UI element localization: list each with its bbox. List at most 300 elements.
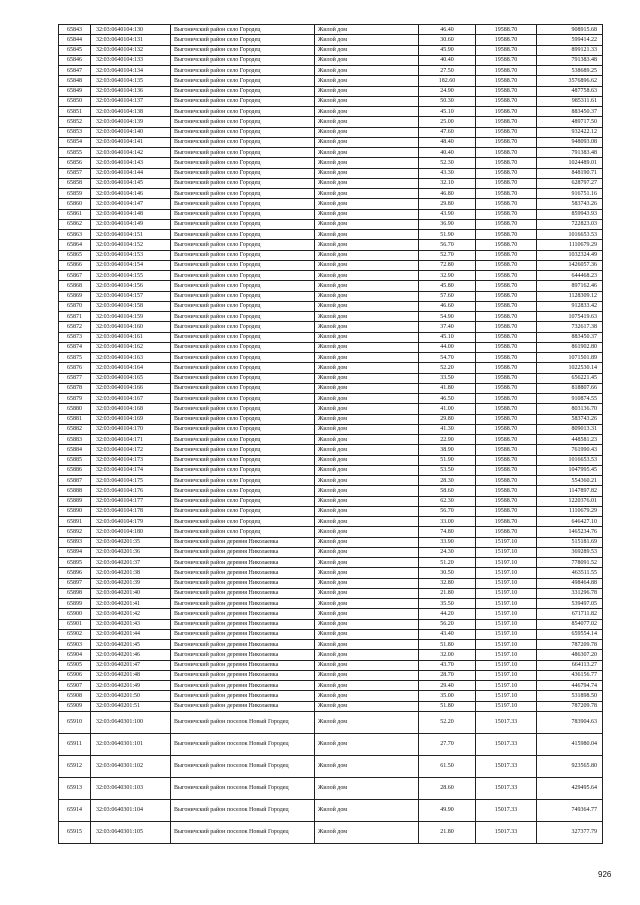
object-type-cell: Жилой дом (315, 250, 419, 260)
row-number-cell: 65889 (59, 496, 91, 506)
area-cell: 45.80 (419, 281, 476, 291)
row-number-cell: 65869 (59, 291, 91, 301)
address-cell: Выгоничский район село Городец (171, 383, 315, 393)
table-row (59, 640, 603, 650)
row-number-cell: 65914 (59, 799, 91, 821)
area-cell: 51.80 (419, 640, 476, 650)
table-row (59, 45, 603, 55)
area-cell: 57.60 (419, 291, 476, 301)
cadastral-number-cell: 32:03:0640104:172 (91, 445, 171, 455)
table-row (59, 55, 603, 65)
address-cell: Выгоничский район село Городец (171, 35, 315, 45)
object-type-cell: Жилой дом (315, 486, 419, 496)
unit-value-cell: 15197.10 (476, 619, 537, 629)
address-cell: Выгоничский район село Городец (171, 312, 315, 322)
cadastral-value-cell: 778091.52 (537, 558, 603, 568)
cadastral-number-cell: 32:03:0640201:51 (91, 701, 171, 711)
address-cell: Выгоничский район село Городец (171, 260, 315, 270)
address-cell: Выгоничский район деревня Николаевка (171, 588, 315, 598)
unit-value-cell: 15197.10 (476, 640, 537, 650)
cadastral-value-cell: 1075419.63 (537, 312, 603, 322)
object-type-cell: Жилой дом (315, 312, 419, 322)
table-row (59, 701, 603, 711)
unit-value-cell: 15197.10 (476, 670, 537, 680)
unit-value-cell: 19588.70 (476, 394, 537, 404)
row-number-cell: 65858 (59, 178, 91, 188)
address-cell: Выгоничский район село Городец (171, 209, 315, 219)
object-type-cell: Жилой дом (315, 230, 419, 240)
row-number-cell: 65880 (59, 404, 91, 414)
area-cell: 21.80 (419, 821, 476, 843)
address-cell: Выгоничский район село Городец (171, 301, 315, 311)
area-cell: 74.80 (419, 527, 476, 537)
area-cell: 51.20 (419, 558, 476, 568)
registry-table (58, 24, 603, 844)
cadastral-number-cell: 32:03:0640301:100 (91, 711, 171, 733)
address-cell: Выгоничский район село Городец (171, 414, 315, 424)
unit-value-cell: 19588.70 (476, 189, 537, 199)
row-number-cell: 65849 (59, 86, 91, 96)
cadastral-value-cell: 722823.03 (537, 219, 603, 229)
row-number-cell: 65862 (59, 219, 91, 229)
unit-value-cell: 19588.70 (476, 240, 537, 250)
row-number-cell: 65909 (59, 701, 91, 711)
cadastral-number-cell: 32:03:0640301:105 (91, 821, 171, 843)
table-row (59, 260, 603, 270)
row-number-cell: 65861 (59, 209, 91, 219)
unit-value-cell: 19588.70 (476, 383, 537, 393)
unit-value-cell: 19588.70 (476, 76, 537, 86)
unit-value-cell: 19588.70 (476, 363, 537, 373)
object-type-cell: Жилой дом (315, 76, 419, 86)
address-cell: Выгоничский район поселок Новый Городец (171, 799, 315, 821)
unit-value-cell: 19588.70 (476, 86, 537, 96)
cadastral-number-cell: 32:03:0640104:135 (91, 76, 171, 86)
unit-value-cell: 19588.70 (476, 35, 537, 45)
object-type-cell: Жилой дом (315, 578, 419, 588)
unit-value-cell: 19588.70 (476, 199, 537, 209)
address-cell: Выгоничский район поселок Новый Городец (171, 733, 315, 755)
row-number-cell: 65881 (59, 414, 91, 424)
address-cell: Выгоничский район село Городец (171, 342, 315, 352)
unit-value-cell: 19588.70 (476, 312, 537, 322)
cadastral-value-cell: 531898.50 (537, 691, 603, 701)
address-cell: Выгоничский район село Городец (171, 281, 315, 291)
cadastral-number-cell: 32:03:0640201:40 (91, 588, 171, 598)
area-cell: 27.70 (419, 733, 476, 755)
table-row (59, 558, 603, 568)
object-type-cell: Жилой дом (315, 168, 419, 178)
row-number-cell: 65888 (59, 486, 91, 496)
table-row (59, 332, 603, 342)
unit-value-cell: 19588.70 (476, 148, 537, 158)
area-cell: 46.80 (419, 189, 476, 199)
row-number-cell: 65893 (59, 537, 91, 547)
area-cell: 53.50 (419, 465, 476, 475)
object-type-cell: Жилой дом (315, 45, 419, 55)
table-row (59, 799, 603, 821)
address-cell: Выгоничский район село Городец (171, 271, 315, 281)
unit-value-cell: 19588.70 (476, 517, 537, 527)
cadastral-number-cell: 32:03:0640104:137 (91, 96, 171, 106)
table-row (59, 148, 603, 158)
cadastral-number-cell: 32:03:0640104:165 (91, 373, 171, 383)
object-type-cell: Жилой дом (315, 527, 419, 537)
cadastral-value-cell: 671711.82 (537, 609, 603, 619)
address-cell: Выгоничский район поселок Новый Городец (171, 711, 315, 733)
area-cell: 38.90 (419, 445, 476, 455)
row-number-cell: 65903 (59, 640, 91, 650)
unit-value-cell: 15197.10 (476, 609, 537, 619)
cadastral-number-cell: 32:03:0640201:37 (91, 558, 171, 568)
cadastral-value-cell: 327377.79 (537, 821, 603, 843)
row-number-cell: 65853 (59, 127, 91, 137)
row-number-cell: 65900 (59, 609, 91, 619)
table-row (59, 424, 603, 434)
row-number-cell: 65906 (59, 670, 91, 680)
address-cell: Выгоничский район село Городец (171, 465, 315, 475)
cadastral-value-cell: 948093.08 (537, 137, 603, 147)
area-cell: 27.50 (419, 66, 476, 76)
table-row (59, 107, 603, 117)
address-cell: Выгоничский район деревня Николаевка (171, 640, 315, 650)
row-number-cell: 65845 (59, 45, 91, 55)
row-number-cell: 65890 (59, 506, 91, 516)
cadastral-value-cell: 539497.05 (537, 599, 603, 609)
cadastral-value-cell: 664113.27 (537, 660, 603, 670)
unit-value-cell: 19588.70 (476, 96, 537, 106)
object-type-cell: Жилой дом (315, 291, 419, 301)
area-cell: 61.50 (419, 755, 476, 777)
object-type-cell: Жилой дом (315, 640, 419, 650)
unit-value-cell: 19588.70 (476, 322, 537, 332)
unit-value-cell: 19588.70 (476, 424, 537, 434)
registry-table-body (59, 25, 603, 844)
unit-value-cell: 15197.10 (476, 588, 537, 598)
table-row (59, 733, 603, 755)
cadastral-number-cell: 32:03:0640104:136 (91, 86, 171, 96)
unit-value-cell: 15197.10 (476, 660, 537, 670)
object-type-cell: Жилой дом (315, 178, 419, 188)
table-row (59, 178, 603, 188)
area-cell: 45.10 (419, 332, 476, 342)
cadastral-number-cell: 32:03:0640104:147 (91, 199, 171, 209)
table-row (59, 465, 603, 475)
table-row (59, 599, 603, 609)
unit-value-cell: 19588.70 (476, 435, 537, 445)
object-type-cell: Жилой дом (315, 404, 419, 414)
row-number-cell: 65886 (59, 465, 91, 475)
table-row (59, 209, 603, 219)
cadastral-number-cell: 32:03:0640104:163 (91, 353, 171, 363)
row-number-cell: 65848 (59, 76, 91, 86)
row-number-cell: 65860 (59, 199, 91, 209)
area-cell: 40.40 (419, 148, 476, 158)
address-cell: Выгоничский район деревня Николаевка (171, 558, 315, 568)
address-cell: Выгоничский район село Городец (171, 178, 315, 188)
table-row (59, 353, 603, 363)
table-row (59, 271, 603, 281)
area-cell: 182.60 (419, 76, 476, 86)
unit-value-cell: 19588.70 (476, 25, 537, 35)
address-cell: Выгоничский район село Городец (171, 394, 315, 404)
table-row (59, 414, 603, 424)
cadastral-value-cell: 429495.64 (537, 777, 603, 799)
object-type-cell: Жилой дом (315, 660, 419, 670)
table-row (59, 291, 603, 301)
cadastral-number-cell: 32:03:0640301:101 (91, 733, 171, 755)
cadastral-value-cell: 538689.25 (537, 66, 603, 76)
cadastral-number-cell: 32:03:0640104:161 (91, 332, 171, 342)
unit-value-cell: 15197.10 (476, 547, 537, 557)
table-row (59, 76, 603, 86)
unit-value-cell: 15197.10 (476, 681, 537, 691)
area-cell: 29.40 (419, 681, 476, 691)
area-cell: 32.90 (419, 271, 476, 281)
area-cell: 43.30 (419, 168, 476, 178)
address-cell: Выгоничский район деревня Николаевка (171, 650, 315, 660)
table-row (59, 578, 603, 588)
cadastral-value-cell: 1110679.29 (537, 240, 603, 250)
cadastral-value-cell: 498464.88 (537, 578, 603, 588)
row-number-cell: 65908 (59, 691, 91, 701)
table-row (59, 537, 603, 547)
unit-value-cell: 19588.70 (476, 209, 537, 219)
unit-value-cell: 15197.10 (476, 558, 537, 568)
cadastral-number-cell: 32:03:0640301:103 (91, 777, 171, 799)
object-type-cell: Жилой дом (315, 353, 419, 363)
address-cell: Выгоничский район село Городец (171, 353, 315, 363)
table-row (59, 168, 603, 178)
row-number-cell: 65894 (59, 547, 91, 557)
table-row (59, 486, 603, 496)
area-cell: 41.30 (419, 424, 476, 434)
object-type-cell: Жилой дом (315, 260, 419, 270)
row-number-cell: 65854 (59, 137, 91, 147)
area-cell: 21.80 (419, 588, 476, 598)
row-number-cell: 65875 (59, 353, 91, 363)
row-number-cell: 65895 (59, 558, 91, 568)
table-row (59, 404, 603, 414)
table-row (59, 342, 603, 352)
cadastral-value-cell: 1220376.01 (537, 496, 603, 506)
area-cell: 46.40 (419, 25, 476, 35)
unit-value-cell: 19588.70 (476, 465, 537, 475)
address-cell: Выгоничский район деревня Николаевка (171, 547, 315, 557)
unit-value-cell: 15197.10 (476, 650, 537, 660)
unit-value-cell: 19588.70 (476, 281, 537, 291)
area-cell: 45.10 (419, 107, 476, 117)
address-cell: Выгоничский район деревня Николаевка (171, 681, 315, 691)
table-row (59, 383, 603, 393)
cadastral-number-cell: 32:03:0640104:142 (91, 148, 171, 158)
address-cell: Выгоничский район село Городец (171, 445, 315, 455)
object-type-cell: Жилой дом (315, 547, 419, 557)
area-cell: 35.00 (419, 691, 476, 701)
table-row (59, 199, 603, 209)
object-type-cell: Жилой дом (315, 506, 419, 516)
cadastral-number-cell: 32:03:0640201:35 (91, 537, 171, 547)
area-cell: 33.00 (419, 517, 476, 527)
cadastral-value-cell: 732617.38 (537, 322, 603, 332)
row-number-cell: 65883 (59, 435, 91, 445)
cadastral-value-cell: 883450.37 (537, 107, 603, 117)
cadastral-number-cell: 32:03:0640104:174 (91, 465, 171, 475)
object-type-cell: Жилой дом (315, 777, 419, 799)
unit-value-cell: 19588.70 (476, 496, 537, 506)
object-type-cell: Жилой дом (315, 271, 419, 281)
page-number: 926 (598, 870, 612, 879)
unit-value-cell: 15017.33 (476, 733, 537, 755)
object-type-cell: Жилой дом (315, 537, 419, 547)
cadastral-number-cell: 32:03:0640104:164 (91, 363, 171, 373)
row-number-cell: 65866 (59, 260, 91, 270)
address-cell: Выгоничский район село Городец (171, 168, 315, 178)
cadastral-value-cell: 809013.31 (537, 424, 603, 434)
address-cell: Выгоничский район село Городец (171, 486, 315, 496)
area-cell: 46.60 (419, 301, 476, 311)
cadastral-value-cell: 899121.33 (537, 45, 603, 55)
table-row (59, 660, 603, 670)
cadastral-value-cell: 818807.66 (537, 383, 603, 393)
unit-value-cell: 19588.70 (476, 271, 537, 281)
area-cell: 44.20 (419, 609, 476, 619)
cadastral-value-cell: 912833.42 (537, 301, 603, 311)
table-row (59, 312, 603, 322)
table-row (59, 96, 603, 106)
area-cell: 36.90 (419, 219, 476, 229)
object-type-cell: Жилой дом (315, 599, 419, 609)
table-row (59, 230, 603, 240)
cadastral-value-cell: 436156.77 (537, 670, 603, 680)
cadastral-value-cell: 628797.27 (537, 178, 603, 188)
unit-value-cell: 19588.70 (476, 353, 537, 363)
object-type-cell: Жилой дом (315, 342, 419, 352)
unit-value-cell: 15197.10 (476, 578, 537, 588)
object-type-cell: Жилой дом (315, 755, 419, 777)
cadastral-value-cell: 1024489.01 (537, 158, 603, 168)
area-cell: 29.80 (419, 414, 476, 424)
area-cell: 24.30 (419, 547, 476, 557)
cadastral-value-cell: 883450.37 (537, 332, 603, 342)
cadastral-number-cell: 32:03:0640201:49 (91, 681, 171, 691)
row-number-cell: 65863 (59, 230, 91, 240)
cadastral-number-cell: 32:03:0640104:141 (91, 137, 171, 147)
cadastral-value-cell: 659554.14 (537, 629, 603, 639)
address-cell: Выгоничский район село Городец (171, 240, 315, 250)
row-number-cell: 65850 (59, 96, 91, 106)
cadastral-number-cell: 32:03:0640104:179 (91, 517, 171, 527)
unit-value-cell: 15017.33 (476, 821, 537, 843)
row-number-cell: 65911 (59, 733, 91, 755)
table-row (59, 363, 603, 373)
table-row (59, 476, 603, 486)
object-type-cell: Жилой дом (315, 55, 419, 65)
row-number-cell: 65898 (59, 588, 91, 598)
cadastral-value-cell: 644468.23 (537, 271, 603, 281)
area-cell: 41.80 (419, 383, 476, 393)
table-row (59, 445, 603, 455)
area-cell: 29.80 (419, 199, 476, 209)
cadastral-number-cell: 32:03:0640104:176 (91, 486, 171, 496)
row-number-cell: 65865 (59, 250, 91, 260)
object-type-cell: Жилой дом (315, 455, 419, 465)
cadastral-number-cell: 32:03:0640201:39 (91, 578, 171, 588)
unit-value-cell: 19588.70 (476, 414, 537, 424)
area-cell: 22.90 (419, 435, 476, 445)
cadastral-number-cell: 32:03:0640201:46 (91, 650, 171, 660)
object-type-cell: Жилой дом (315, 240, 419, 250)
table-row (59, 189, 603, 199)
cadastral-number-cell: 32:03:0640104:168 (91, 404, 171, 414)
cadastral-number-cell: 32:03:0640104:180 (91, 527, 171, 537)
area-cell: 58.60 (419, 486, 476, 496)
row-number-cell: 65915 (59, 821, 91, 843)
area-cell: 46.50 (419, 394, 476, 404)
object-type-cell: Жилой дом (315, 301, 419, 311)
address-cell: Выгоничский район село Городец (171, 25, 315, 35)
unit-value-cell: 15197.10 (476, 537, 537, 547)
row-number-cell: 65905 (59, 660, 91, 670)
address-cell: Выгоничский район село Городец (171, 455, 315, 465)
row-number-cell: 65878 (59, 383, 91, 393)
address-cell: Выгоничский район село Городец (171, 45, 315, 55)
cadastral-value-cell: 923565.80 (537, 755, 603, 777)
object-type-cell: Жилой дом (315, 629, 419, 639)
area-cell: 32.10 (419, 178, 476, 188)
area-cell: 25.00 (419, 117, 476, 127)
row-number-cell: 65851 (59, 107, 91, 117)
table-row (59, 650, 603, 660)
unit-value-cell: 19588.70 (476, 230, 537, 240)
area-cell: 37.40 (419, 322, 476, 332)
object-type-cell: Жилой дом (315, 465, 419, 475)
area-cell: 51.90 (419, 230, 476, 240)
unit-value-cell: 19588.70 (476, 158, 537, 168)
table-row (59, 137, 603, 147)
address-cell: Выгоничский район село Городец (171, 506, 315, 516)
object-type-cell: Жилой дом (315, 394, 419, 404)
address-cell: Выгоничский район село Городец (171, 96, 315, 106)
row-number-cell: 65899 (59, 599, 91, 609)
cadastral-value-cell: 656221.45 (537, 373, 603, 383)
cadastral-value-cell: 489717.50 (537, 117, 603, 127)
address-cell: Выгоничский район село Городец (171, 476, 315, 486)
table-row (59, 219, 603, 229)
unit-value-cell: 19588.70 (476, 168, 537, 178)
address-cell: Выгоничский район село Городец (171, 86, 315, 96)
area-cell: 52.20 (419, 711, 476, 733)
cadastral-value-cell: 1016653.53 (537, 230, 603, 240)
address-cell: Выгоничский район деревня Николаевка (171, 599, 315, 609)
cadastral-value-cell: 1147897.82 (537, 486, 603, 496)
cadastral-number-cell: 32:03:0640104:171 (91, 435, 171, 445)
object-type-cell: Жилой дом (315, 414, 419, 424)
address-cell: Выгоничский район село Городец (171, 55, 315, 65)
unit-value-cell: 15197.10 (476, 599, 537, 609)
area-cell: 52.30 (419, 158, 476, 168)
cadastral-number-cell: 32:03:0640104:133 (91, 55, 171, 65)
address-cell: Выгоничский район деревня Николаевка (171, 691, 315, 701)
row-number-cell: 65857 (59, 168, 91, 178)
address-cell: Выгоничский район деревня Николаевка (171, 578, 315, 588)
table-row (59, 629, 603, 639)
cadastral-value-cell: 916751.16 (537, 189, 603, 199)
cadastral-number-cell: 32:03:0640104:175 (91, 476, 171, 486)
cadastral-value-cell: 787209.78 (537, 640, 603, 650)
cadastral-value-cell: 515181.69 (537, 537, 603, 547)
cadastral-value-cell: 1426057.36 (537, 260, 603, 270)
